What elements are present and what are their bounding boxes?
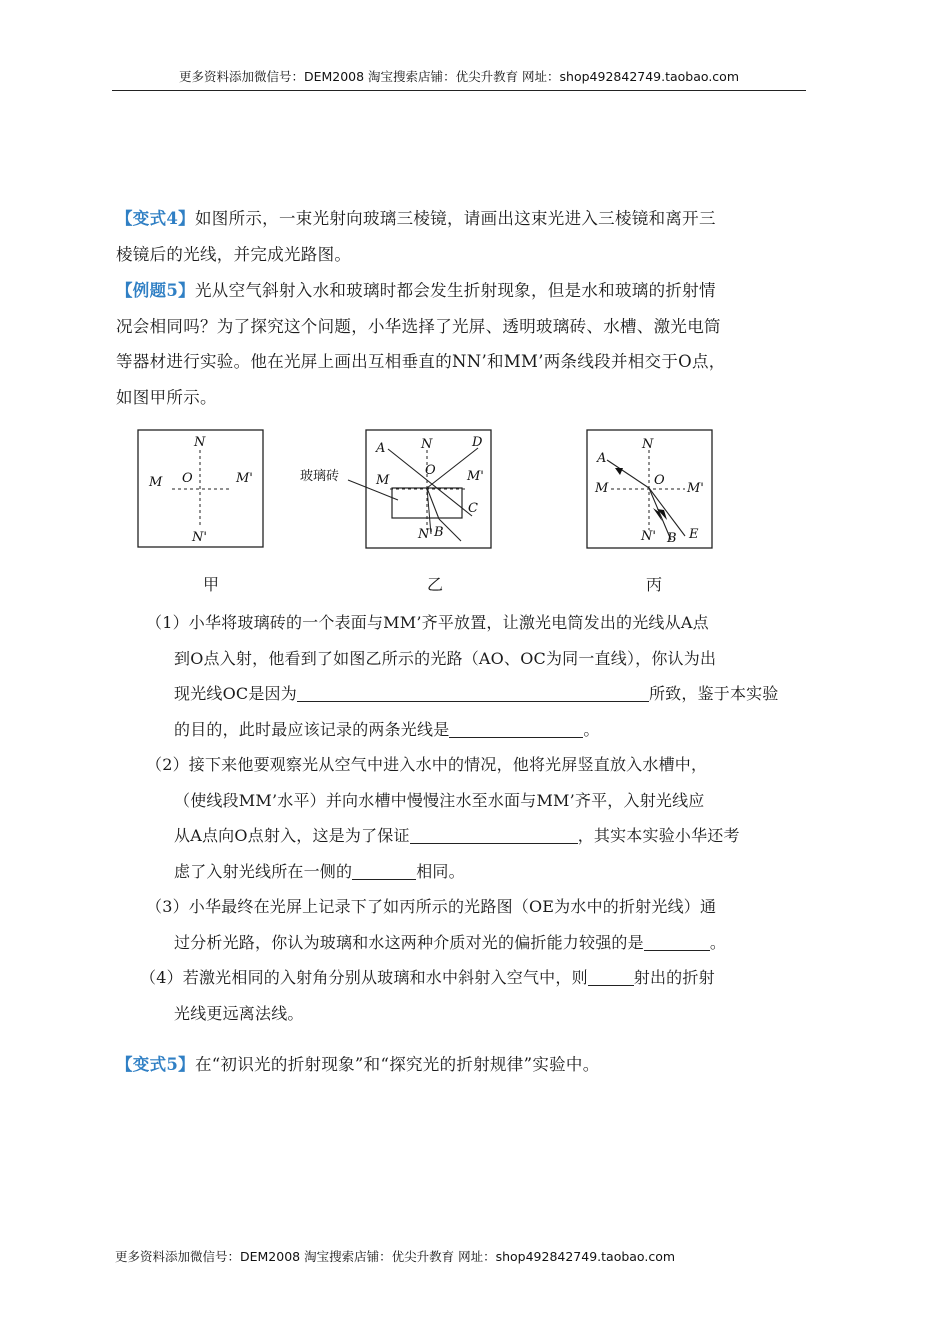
q3-line2-a: 过分析光路，你认为玻璃和水这两种介质对光的偏折能力较强的是 [174,932,644,952]
variant4-line1: 如图所示，一束光射向玻璃三棱镜，请画出这束光进入三棱镜和离开三 [194,209,716,228]
q3-line1: （3）小华最终在光屏上记录下了如丙所示的光路图（OE为水中的折射光线）通 [146,897,717,916]
q1-line3 [146,676,810,712]
bing-label-e: E [689,527,699,542]
example5-line2: 况会相同吗？为了探究这个问题，小华选择了光屏、透明玻璃砖、水槽、激光电筒 [116,316,721,336]
variant5-tag: 【变式5】 [116,1055,195,1074]
example5-line1: 光从空气斜射入水和玻璃时都会发生折射现象，但是水和玻璃的折射情 [194,281,716,300]
figure-jia [136,428,266,550]
q1-line2: 到O点入射，他看到了如图乙所示的光路（AO、OC为同一直线），你认为出 [174,648,717,668]
figure-bing [585,428,715,552]
q2-line2: （使线段MM’水平）并向水槽中慢慢注水至水面与MM’齐平，入射光线应 [174,790,705,810]
bing-label-a: A [597,451,607,466]
jia-label-o: O [182,471,193,486]
yi-label-m: M [376,473,390,488]
q1-blank-1[interactable] [297,683,649,702]
yi-label-a: A [376,441,386,456]
q1-line4-a: 的目的，此时最应该记录的两条光线是 [174,719,450,739]
caption-bing: 丙 [646,575,663,594]
bing-label-o: O [654,473,665,488]
variant4-tag: 【变式4】 [116,209,195,228]
variant4-paragraph [116,201,816,272]
q1-line3-a: 现光线OC是因为 [174,684,297,703]
variant5-text: 在“初识光的折射现象”和“探究光的折射规律”实验中。 [194,1055,600,1074]
q1-line4-b: 。 [583,719,600,739]
bing-label-n: N [642,437,654,452]
q2-line4-a: 虑了入射光线所在一侧的 [174,861,353,881]
variant5-paragraph [116,1047,816,1083]
jia-label-n2: N' [192,530,207,545]
q2-blank-1[interactable] [410,825,578,844]
question-list [140,605,810,1031]
q3-line2 [146,925,810,961]
q2-line3-a: 从A点向O点射入，这是为了保证 [174,826,410,845]
bing-label-b: B [667,531,677,546]
caption-yi: 乙 [427,575,444,594]
yi-label-n: N [421,437,433,452]
jia-label-m: M [149,475,163,490]
example5-line3: 等器材进行实验。他在光屏上画出互相垂直的NN’和MM’两条线段并相交于O点， [116,352,726,371]
q1-line3-b: 所致，鉴于本实验 [648,684,779,703]
q2-line3 [146,818,810,854]
yi-glass-label: 玻璃砖 [300,469,340,484]
yi-label-d: D [472,435,483,450]
yi-label-n2: N' [418,527,433,542]
yi-label-c: C [468,501,478,516]
q2-blank-2[interactable] [352,861,416,880]
q1-line1: （1）小华将玻璃砖的一个表面与MM’齐平放置，让激光电筒发出的光线从A点 [146,613,709,632]
q2-line1: （2）接下来他要观察光从空气中进入水中的情况，他将光屏竖直放入水槽中， [146,755,708,774]
jia-label-m2: M' [236,471,253,486]
q4-line1-b: 射出的折射 [633,968,715,987]
q2-line4 [146,854,810,890]
page-footer: 更多资料添加微信号：DEM2008 淘宝搜索店铺：优尖升教育 网址：shop492842749.taobao.com [115,1249,676,1264]
yi-label-b: B [434,525,444,540]
figure-yi [300,428,496,552]
yi-label-o: O [425,463,436,478]
example5-line4: 如图甲所示。 [116,387,217,407]
q1-line4 [146,712,810,748]
page-header: 更多资料添加微信号：DEM2008 淘宝搜索店铺：优尖升教育 网址：shop492842749.taobao.com [112,68,806,91]
yi-label-m2: M' [467,469,484,484]
example5-paragraph [116,273,816,415]
q3-blank[interactable] [644,932,710,951]
q4-blank[interactable] [588,967,634,986]
bing-label-m2: M' [687,481,704,496]
q2-line3-b: ，其实本实验小华还考 [577,826,740,845]
bing-label-m: M [595,481,609,496]
q1-blank-2[interactable] [449,719,583,738]
bing-label-n2: N' [641,529,656,544]
jia-label-n: N [194,435,206,450]
caption-jia: 甲 [203,575,220,594]
q4-line1 [140,960,810,996]
q4-line1-a: （4）若激光相同的入射角分别从玻璃和水中斜射入空气中，则 [140,968,588,987]
q4-line2: 光线更远离法线。 [174,1003,304,1023]
q2-line4-b: 相同。 [416,861,465,881]
example5-tag: 【例题5】 [116,281,195,300]
q3-line2-b: 。 [709,932,727,952]
variant4-line2: 棱镜后的光线，并完成光路图。 [116,244,352,264]
